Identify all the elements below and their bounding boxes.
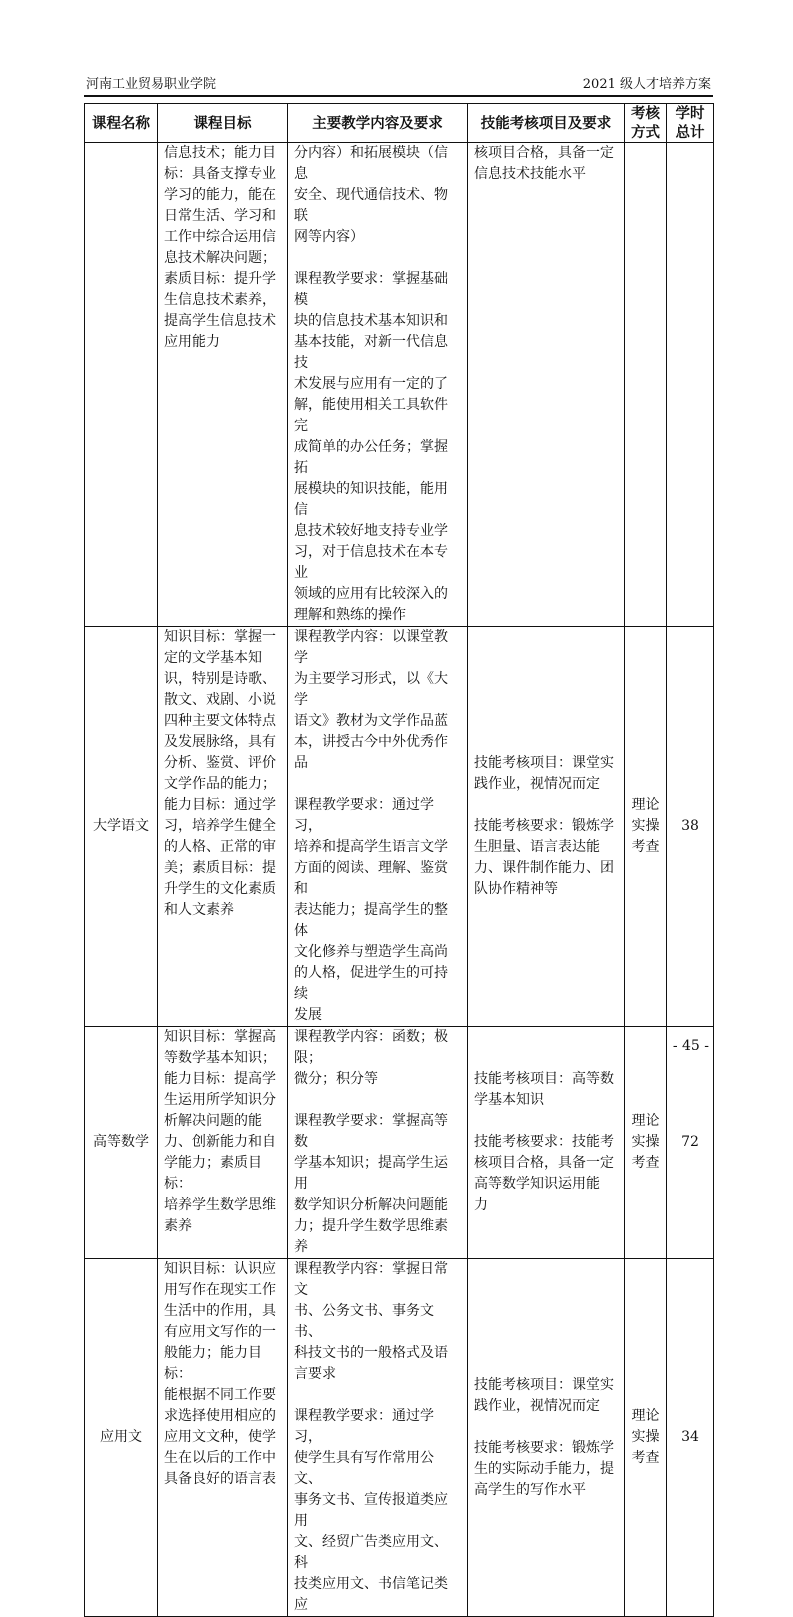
course-name: 高等数学 xyxy=(85,1027,158,1259)
table-row xyxy=(85,1027,714,1259)
col-header-course-goals: 课程目标 xyxy=(158,104,288,143)
course-skills: 技能考核项目：课堂实 践作业，视情况而定 技能考核要求：锻炼学 生胆量、语言表达能 力、课件制作能力、团 队协作精神等 xyxy=(468,627,625,1027)
course-content: 课程教学内容：函数；极限； 微分；积分等 课程教学要求：掌握高等数 学基本知识；提高学生运用 数学知识分析解决问题能 力；提升学生数学思维素养 xyxy=(288,1027,468,1259)
course-name xyxy=(85,143,158,627)
course-goals: 信息技术；能力目 标：具备支撑专业 学习的能力，能在 日常生活、学习和 工作中综合运用信 息技术解决问题； 素质目标：提升学 生信息技术素养， 提高学生信息技术 应用能力 xyxy=(158,143,288,627)
total-hours xyxy=(667,143,714,627)
course-name: 大学语文 xyxy=(85,627,158,1027)
exam-method: 理论 实操 考查 xyxy=(625,627,667,1027)
col-header-content: 主要教学内容及要求 xyxy=(288,104,468,143)
course-content: 分内容）和拓展模块（信息 安全、现代通信技术、物联 网等内容） 课程教学要求：掌握基础模 块的信息技术基本知识和 基本技能，对新一代信息技 术发展与应用有一定的了 解，能使用相关工具软件完 成简单的办公任务；掌握拓 展模块的知识技能，能用信 息技术较好地支持专业学 习，对于信息技术在本专业 领域的应用有比较深入的 理解和熟练的操作 xyxy=(288,143,468,627)
course-skills: 核项目合格，具备一定 信息技术技能水平 xyxy=(468,143,625,627)
exam-method: 理论 实操 考查 xyxy=(625,1259,667,1617)
col-header-exam-method: 考核 方式 xyxy=(625,104,667,143)
total-hours: 38 xyxy=(667,627,714,1027)
col-header-skills: 技能考核项目及要求 xyxy=(468,104,625,143)
table-header-row xyxy=(85,104,714,143)
curriculum-table xyxy=(84,103,714,1617)
exam-method: 理论 实操 考查 xyxy=(625,1027,667,1259)
course-goals: 知识目标：认识应 用写作在现实工作 生活中的作用，具 有应用文写作的一 般能力；能力目标： 能根据不同工作要 求选择使用相应的 应用文文种，使学 生在以后的工作中 具备良好的语言表 xyxy=(158,1259,288,1617)
course-goals: 知识目标：掌握一 定的文学基本知 识，特别是诗歌、 散文、戏剧、小说 四种主要文体特点 及发展脉络，具有 分析、鉴赏、评价 文学作品的能力； 能力目标：通过学 习，培养学生健全 的人格、正常的审 美；素质目标：提 升学生的文化素质 和人文素养 xyxy=(158,627,288,1027)
course-content: 课程教学内容：以课堂教学 为主要学习形式，以《大学 语文》教材为文学作品蓝 本，讲授古今中外优秀作品 课程教学要求：通过学习， 培养和提高学生语言文学 方面的阅读、理解、鉴赏和 表达能力；提高学生的整体 文化修养与塑造学生高尚 的人格，促进学生的可持续 发展 xyxy=(288,627,468,1027)
col-header-course-name: 课程名称 xyxy=(85,104,158,143)
course-name: 应用文 xyxy=(85,1259,158,1617)
table-row xyxy=(85,143,714,627)
page-number: - 45 - xyxy=(672,1038,709,1054)
total-hours: 34 xyxy=(667,1259,714,1617)
course-content: 课程教学内容：掌握日常文 书、公务文书、事务文书、 科技文书的一般格式及语 言要求 课程教学要求：通过学习， 使学生具有写作常用公文、 事务文书、宣传报道类应用 文、经贸广告类应用文、科 技类应用文、书信笔记类应 xyxy=(288,1259,468,1617)
table-row xyxy=(85,627,714,1027)
document-title: 2021 级人才培养方案 xyxy=(582,77,711,92)
course-goals: 知识目标：掌握高 等数学基本知识； 能力目标：提高学 生运用所学知识分 析解决问题的能 力、创新能力和自 学能力；素质目标： 培养学生数学思维 素养 xyxy=(158,1027,288,1259)
table-row xyxy=(85,1259,714,1617)
total-hours: 72 xyxy=(667,1027,714,1259)
course-skills: 技能考核项目：课堂实 践作业，视情况而定 技能考核要求：锻炼学 生的实际动手能力，提 高学生的写作水平 xyxy=(468,1259,625,1617)
course-skills: 技能考核项目：高等数 学基本知识 技能考核要求：技能考 核项目合格，具备一定 高等数学知识运用能 力 xyxy=(468,1027,625,1259)
school-name: 河南工业贸易职业学院 xyxy=(86,77,217,92)
exam-method xyxy=(625,143,667,627)
header-divider xyxy=(84,95,713,97)
col-header-total-hours: 学时 总计 xyxy=(667,104,714,143)
